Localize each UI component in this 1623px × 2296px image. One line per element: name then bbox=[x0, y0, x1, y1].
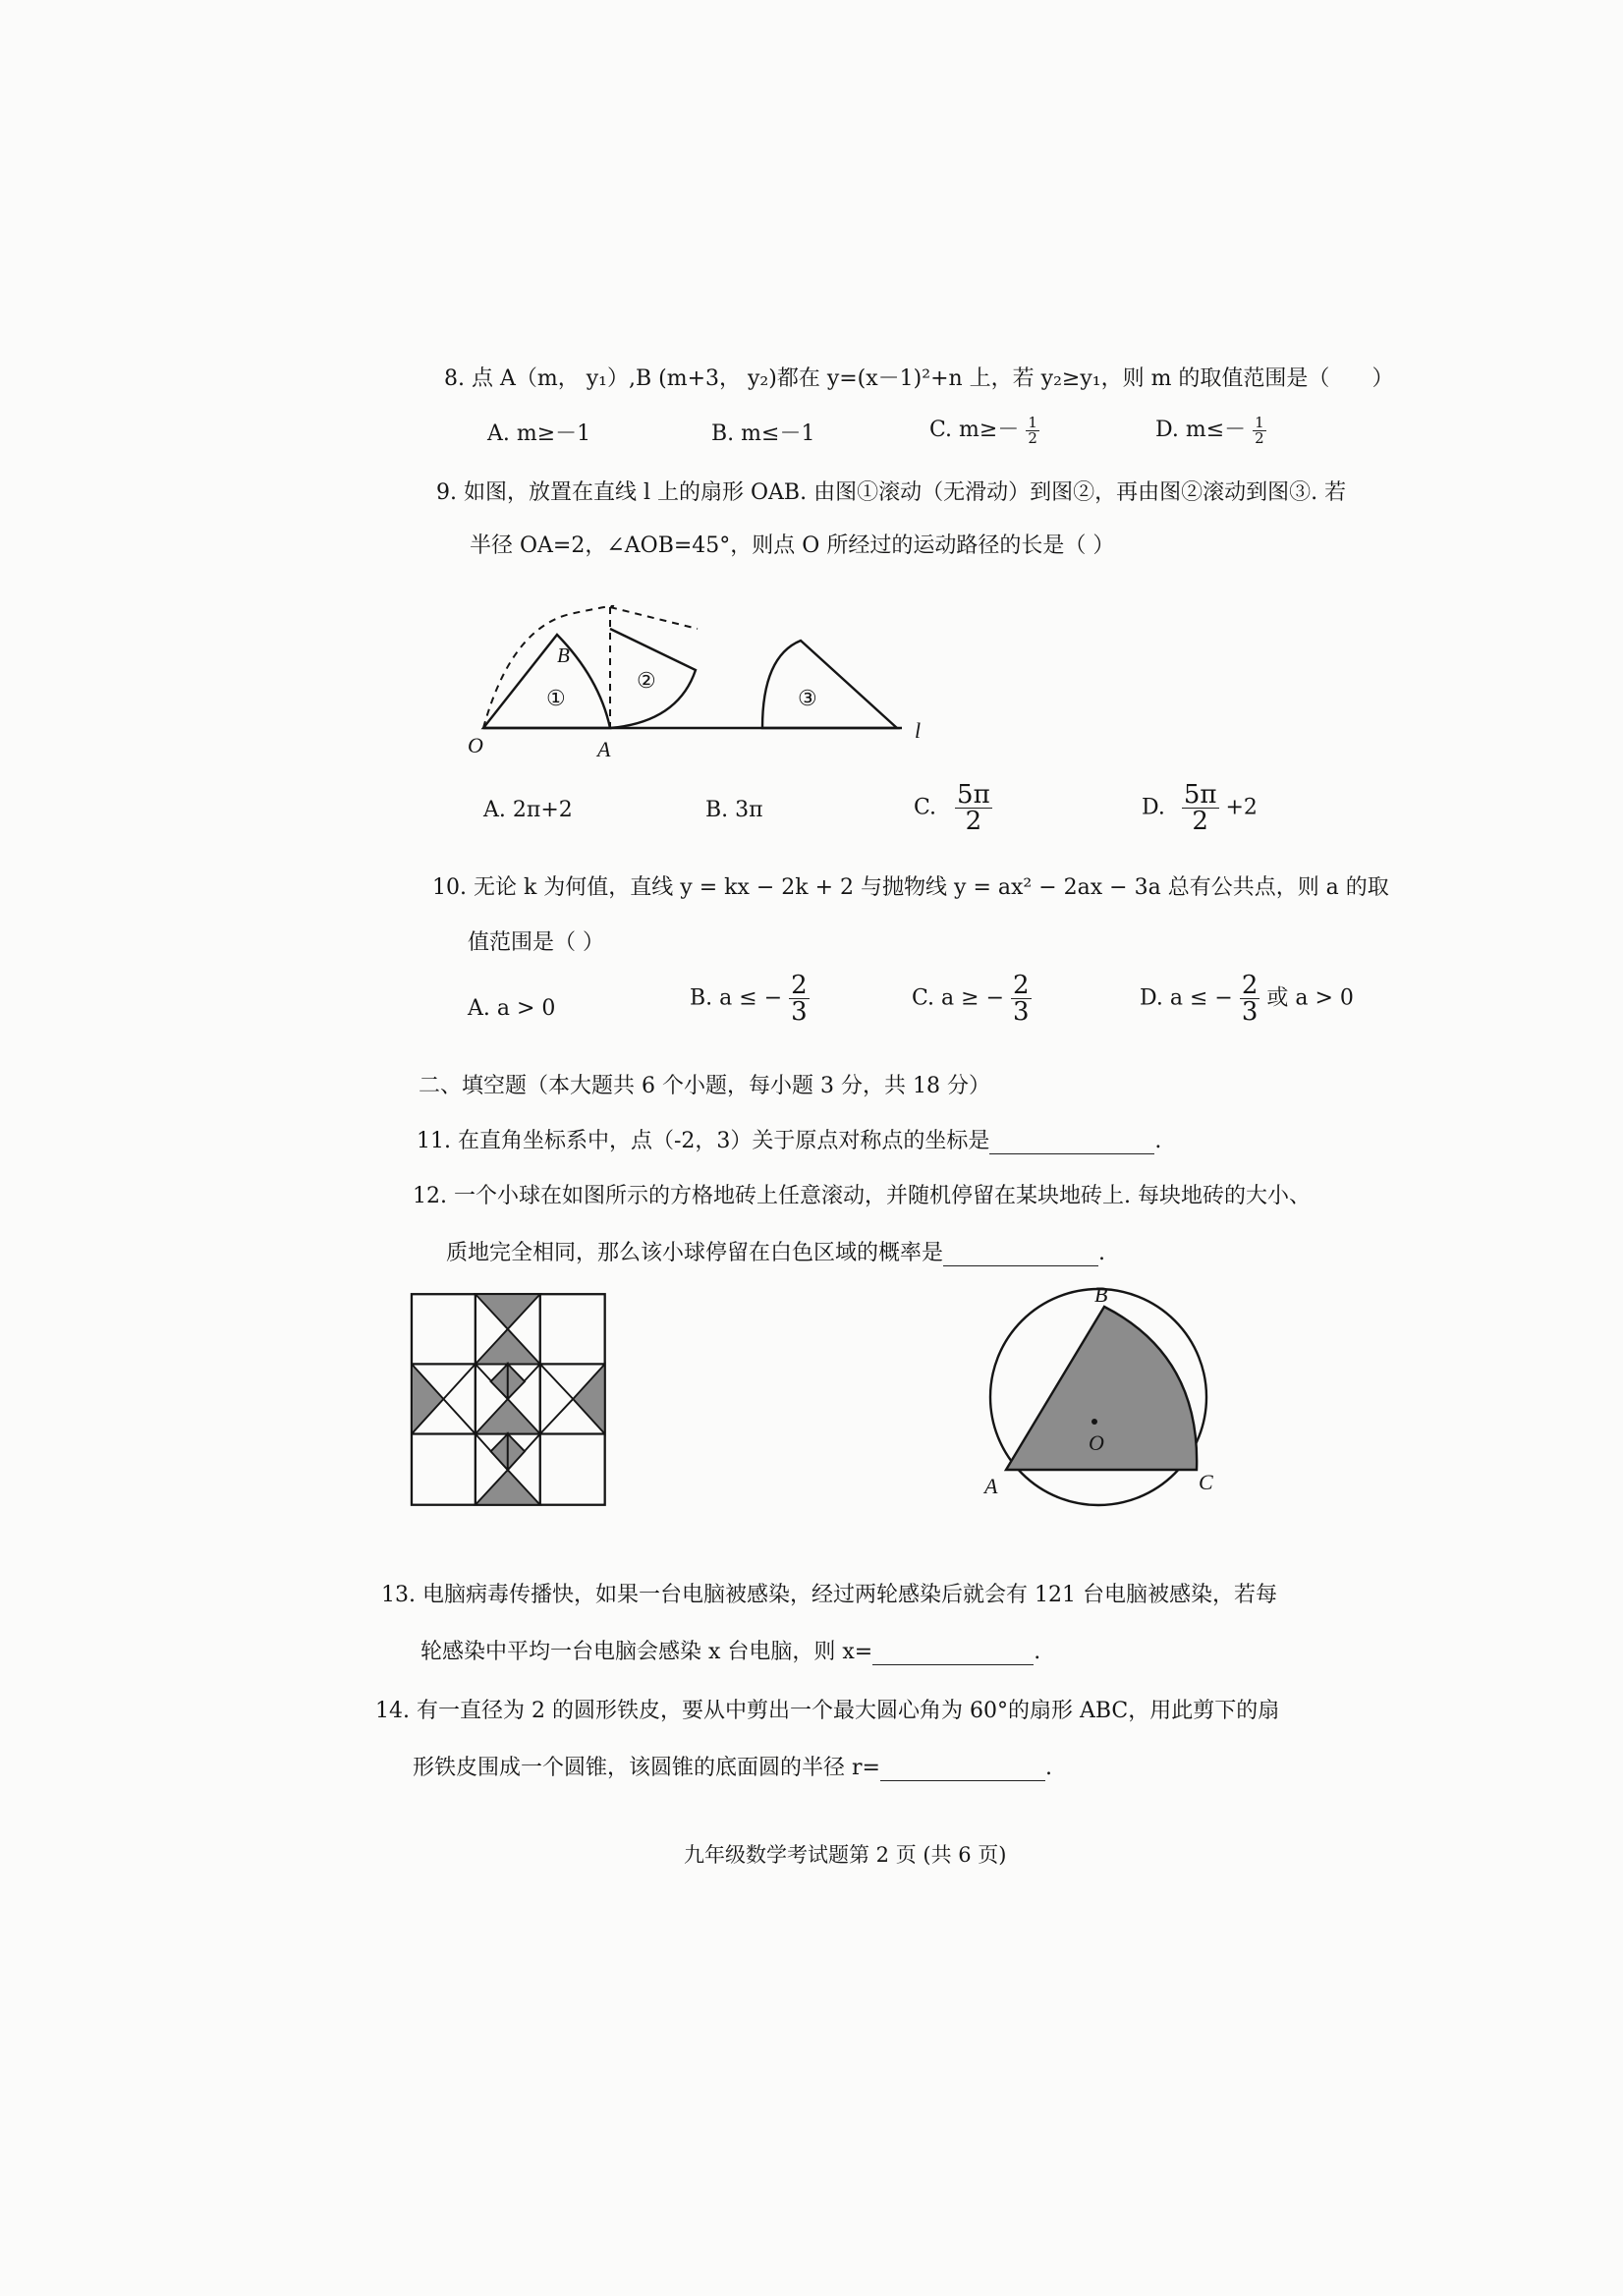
q12-line1: 12. 一个小球在如图所示的方格地砖上任意滚动，并随机停留在某块地砖上. 每块地砖的大小、 bbox=[413, 1184, 1311, 1208]
label-fig2: ② bbox=[637, 668, 656, 693]
q9-option-d-prefix: D. bbox=[1142, 795, 1165, 820]
q10-b-num: 2 bbox=[791, 971, 808, 1000]
q8-option-d-prefix: D. m≤－ bbox=[1155, 418, 1247, 442]
q9-option-a: A. 2π+2 bbox=[483, 798, 573, 822]
q14-line2 bbox=[413, 1751, 1052, 1781]
q9-option-c-prefix: C. bbox=[914, 795, 937, 820]
q11-end: . bbox=[1154, 1129, 1162, 1153]
label-a: A bbox=[597, 737, 611, 761]
q10-option-a: A. a > 0 bbox=[468, 996, 556, 1021]
q10-d-num: 2 bbox=[1241, 971, 1259, 1000]
q9-d-num: 5π bbox=[1183, 780, 1217, 810]
q8-d-den: 2 bbox=[1255, 428, 1264, 447]
q12-end: . bbox=[1098, 1241, 1106, 1265]
q9-line2: 半径 OA=2，∠AOB=45°，则点 O 所经过的运动路径的长是（ ） bbox=[470, 533, 1115, 558]
q10-d-den: 3 bbox=[1241, 997, 1259, 1027]
q14-line2-text: 形铁皮围成一个圆锥，该圆锥的底面圆的半径 r= bbox=[413, 1756, 880, 1780]
q8-stem-close: ） bbox=[1371, 366, 1394, 391]
q9-c-num: 5π bbox=[957, 780, 990, 810]
q8-d-num: 1 bbox=[1255, 413, 1264, 431]
q8-stem-text: 8. 点 A（m， y₁）,B (m+3， y₂)都在 y=(x－1)²+n 上，若 y₂≥y₁，则 m 的取值范围是（ bbox=[444, 366, 1330, 391]
q10-b-den: 3 bbox=[791, 997, 808, 1027]
q8-c-num: 1 bbox=[1028, 413, 1037, 431]
q11-text: 11. 在直角坐标系中，点（-2，3）关于原点对称点的坐标是 bbox=[417, 1129, 990, 1153]
q10-line1: 10. 无论 k 为何值，直线 y = kx − 2k + 2 与抛物线 y = ax² − 2ax − 3a 总有公共点，则 a 的取 bbox=[432, 875, 1389, 900]
q10-option-d-suffix: 或 a > 0 bbox=[1266, 985, 1354, 1011]
q8-c-den: 2 bbox=[1028, 428, 1037, 447]
q9-option-d-suffix: +2 bbox=[1225, 795, 1258, 820]
label-l: l bbox=[915, 718, 922, 743]
q12-line2-text: 质地完全相同，那么该小球停留在白色区域的概率是 bbox=[446, 1241, 944, 1265]
label-fig3: ③ bbox=[798, 686, 817, 710]
q8-option-b: B. m≤－1 bbox=[711, 421, 815, 446]
q10-option-d-prefix: D. a ≤ − bbox=[1140, 985, 1233, 1011]
label-b: B bbox=[557, 644, 570, 667]
q10-c-num: 2 bbox=[1013, 971, 1030, 1000]
q9-d-den: 2 bbox=[1192, 807, 1208, 836]
q14-answer-blank[interactable] bbox=[880, 1759, 1045, 1781]
circle-label-b: B bbox=[1094, 1282, 1108, 1307]
q13-line2 bbox=[420, 1635, 1040, 1665]
q13-line2-text: 轮感染中平均一台电脑会感染 x 台电脑，则 x= bbox=[420, 1640, 873, 1664]
label-fig1: ① bbox=[546, 686, 566, 710]
circle-label-c: C bbox=[1199, 1470, 1213, 1494]
q9-line1: 9. 如图，放置在直线 l 上的扇形 OAB. 由图①滚动（无滑动）到图②，再由图②滚动到图③. 若 bbox=[436, 480, 1347, 505]
q14-line1: 14. 有一直径为 2 的圆形铁皮，要从中剪出一个最大圆心角为 60°的扇形 ABC，用此剪下的扇 bbox=[375, 1699, 1280, 1723]
section-2-heading: 二、填空题（本大题共 6 个小题，每小题 3 分，共 18 分） bbox=[419, 1074, 990, 1098]
q13-answer-blank[interactable] bbox=[872, 1643, 1034, 1665]
q8-option-c-prefix: C. m≥－ bbox=[929, 418, 1020, 442]
q10-line2: 值范围是（ ） bbox=[468, 930, 604, 955]
label-o: O bbox=[468, 733, 483, 757]
q10-c-den: 3 bbox=[1013, 997, 1030, 1027]
q10-option-c-prefix: C. a ≥ − bbox=[912, 985, 1005, 1011]
circle-label-o: O bbox=[1089, 1430, 1104, 1455]
q8-option-a: A. m≥－1 bbox=[487, 421, 591, 446]
page-footer: 九年级数学考试题第 2 页 (共 6 页) bbox=[684, 1843, 1007, 1867]
q13-line1: 13. 电脑病毒传播快，如果一台电脑被感染，经过两轮感染后就会有 121 台电脑被感染，若每 bbox=[381, 1583, 1277, 1607]
q9-c-den: 2 bbox=[965, 807, 982, 836]
q14-end: . bbox=[1044, 1756, 1052, 1780]
center-point bbox=[1091, 1419, 1097, 1425]
q13-end: . bbox=[1034, 1640, 1041, 1664]
circle-label-a: A bbox=[984, 1474, 998, 1498]
q9-option-b: B. 3π bbox=[705, 798, 763, 822]
q10-option-b-prefix: B. a ≤ − bbox=[690, 985, 783, 1011]
